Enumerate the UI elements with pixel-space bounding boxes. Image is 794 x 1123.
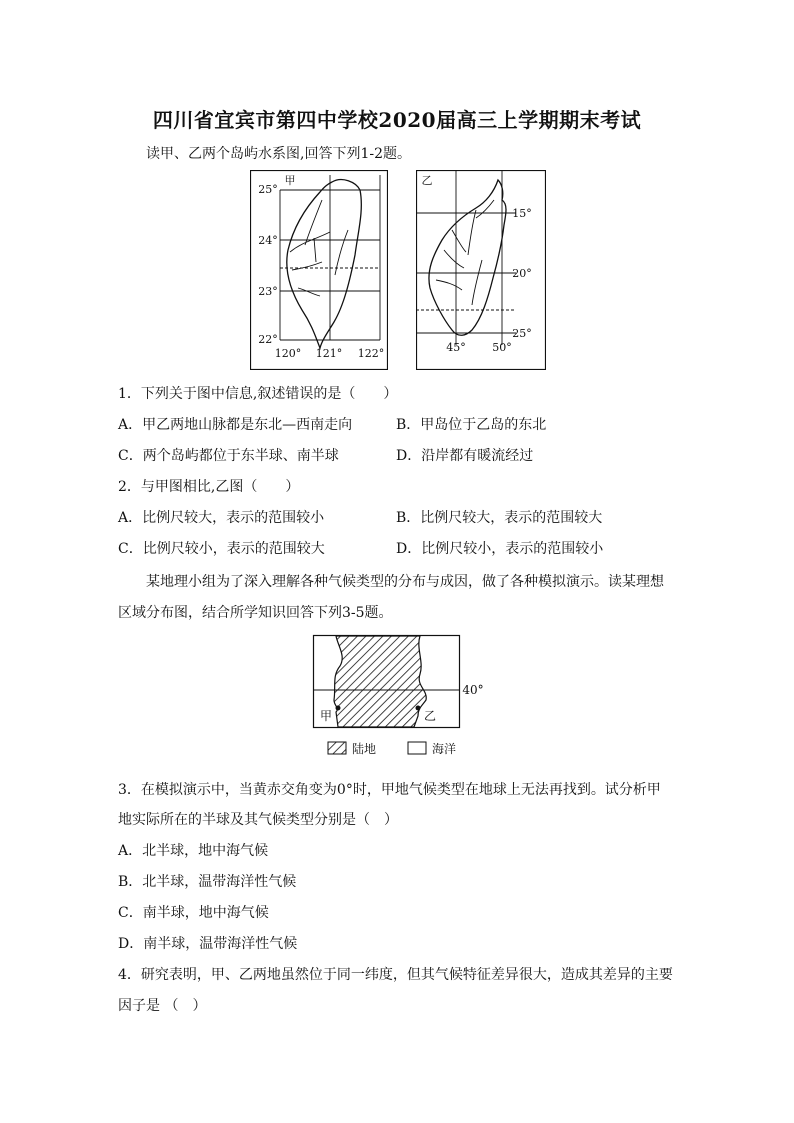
q1-option-d: D．沿岸都有暖流经过 <box>396 448 534 464</box>
q3-option-d: D．南半球，温带海洋性气候 <box>118 936 298 952</box>
q3-stem-line-1: 3．在模拟演示中，当黄赤交角变为0°时，甲地气候类型在地球上无法再找到。试分析甲 <box>118 782 661 798</box>
region-map-land <box>334 636 426 727</box>
q3-stem-line-2: 地实际所在的半球及其气候类型分别是（ ） <box>118 812 398 828</box>
page-title: 四川省宜宾市第四中学校2020届高三上学期期末考试 <box>152 108 642 132</box>
q1-option-a: A．甲乙两地山脉都是东北—西南走向 <box>118 417 353 433</box>
map-jia-label: 甲 <box>284 174 296 187</box>
map-jia-lon-122: 122° <box>357 347 385 360</box>
legend-sea-label: 海洋 <box>432 742 457 756</box>
map-yi-lat-20: 20° <box>512 267 532 280</box>
region-map-point-jia-label: 甲 <box>319 709 333 723</box>
region-map-point-yi <box>416 706 421 711</box>
legend-sea-swatch <box>408 742 426 754</box>
intro-1: 读甲、乙两个岛屿水系图,回答下列1-2题。 <box>146 146 411 162</box>
region-map <box>310 632 492 762</box>
q1-option-c: C．两个岛屿都位于东半球、南半球 <box>118 448 339 464</box>
q2-option-c: C．比例尺较小，表示的范围较大 <box>118 541 325 557</box>
map-jia-lat-25: 25° <box>258 183 278 196</box>
q2-option-d: D．比例尺较小，表示的范围较小 <box>396 541 604 557</box>
map-yi <box>416 170 546 370</box>
map-jia-lon-121: 121° <box>315 347 343 360</box>
region-map-point-jia <box>336 706 341 711</box>
q3-option-a: A．北半球，地中海气候 <box>118 843 269 859</box>
map-jia-lat-24: 24° <box>258 234 278 247</box>
q4-stem-line-2: 因子是 （ ） <box>118 998 207 1014</box>
map-yi-lat-25: 25° <box>512 327 532 340</box>
q2-stem: 2．与甲图相比,乙图（ ） <box>118 479 300 495</box>
q2-option-b: B．比例尺较大，表示的范围较大 <box>396 510 603 526</box>
map-yi-label: 乙 <box>421 174 433 187</box>
intro-2-line-2: 区域分布图，结合所学知识回答下列3-5题。 <box>118 605 393 621</box>
map-yi-lat-15: 15° <box>512 207 532 220</box>
region-map-point-yi-label: 乙 <box>423 709 437 723</box>
q3-option-c: C．南半球，地中海气候 <box>118 905 269 921</box>
map-jia-lat-23: 23° <box>258 285 278 298</box>
q2-option-a: A．比例尺较大，表示的范围较小 <box>118 510 325 526</box>
legend-land-swatch <box>328 742 346 754</box>
legend-land-label: 陆地 <box>352 742 377 756</box>
map-yi-lon-50: 50° <box>492 341 512 354</box>
map-jia <box>250 170 388 370</box>
map-yi-lon-45: 45° <box>446 341 466 354</box>
q1-stem: 1．下列关于图中信息,叙述错误的是（ ） <box>118 386 398 402</box>
map-jia-lat-22: 22° <box>258 333 278 346</box>
q1-option-b: B．甲岛位于乙岛的东北 <box>396 417 547 433</box>
q3-option-b: B．北半球，温带海洋性气候 <box>118 874 297 890</box>
intro-2-line-1: 某地理小组为了深入理解各种气候类型的分布与成因，做了各种模拟演示。读某理想 <box>146 574 664 590</box>
q4-stem-line-1: 4．研究表明，甲、乙两地虽然位于同一纬度，但其气候特征差异很大，造成其差异的主要 <box>118 967 673 983</box>
map-jia-lon-120: 120° <box>274 347 302 360</box>
region-map-lat-label: 40° <box>462 683 484 697</box>
